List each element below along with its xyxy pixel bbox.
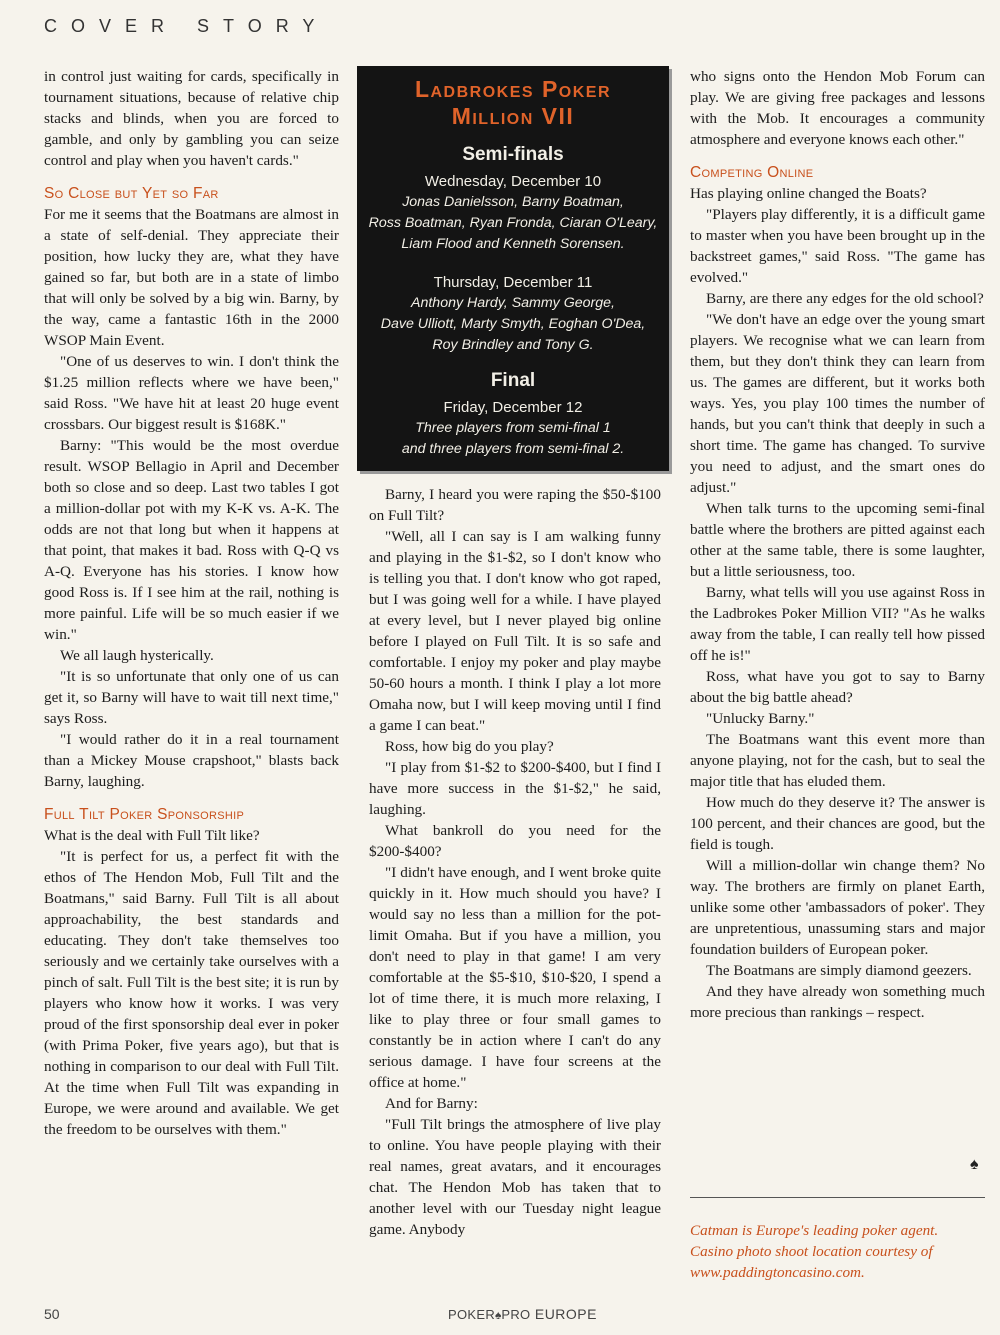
player-line: Dave Ulliott, Marty Smyth, Eoghan O'Dea, <box>380 316 646 332</box>
paragraph: Ross, how big do you play? <box>385 738 554 755</box>
player-line: Jonas Danielsson, Barny Boatman, <box>402 194 624 210</box>
paragraph: We all laugh hysterically. <box>60 647 214 664</box>
sidebar-title-line: Ladbrokes Poker <box>414 76 612 102</box>
final-players <box>357 418 669 460</box>
player-line: Three players from semi-final 1 <box>415 420 611 436</box>
semi2-date: Thursday, December 11 <box>433 274 593 291</box>
tournament-sidebar-box <box>357 66 669 471</box>
footer-logo-part: POKER <box>448 1307 496 1322</box>
sidebar-title-line: Million VII <box>451 103 575 129</box>
paragraph: "One of us deserves to win. I don't think the $1.25 million reflects where we have been," said Ross. "We have hit at least 20 huge event crossbars. Our biggest result is $168K." <box>44 353 339 433</box>
paragraph: What is the deal with Full Tilt like? <box>44 827 260 844</box>
paragraph: Barny, what tells will you use against Ross in the Ladbrokes Poker Million VII? "As he walks away from the table, I can really tell how pissed off he is!" <box>690 584 985 664</box>
paragraph: How much do they deserve it? The answer is 100 percent, and their chances are good, but the field is tough. <box>690 794 985 853</box>
divider <box>690 1197 985 1198</box>
article-column-1 <box>44 66 339 1140</box>
paragraph: "I didn't have enough, and I went broke quite quickly in it. How much should you have? I would say no less than a million for the pot-limit Omaha. But if you have a million, you don't need to play in that game! I am very comfortable at the $5-$10, $10-$20, I spend a lot of time there, it is much more relaxing, I like to play three or four small games to constantly be in action where I can't do any serious damage. I have four screens at the office at home." <box>369 864 661 1091</box>
paragraph: When talk turns to the upcoming semi-final battle where the brothers are pitted against each other at the same table, there is some laughter, but a little seriousness, too. <box>690 500 985 580</box>
paragraph: And for Barny: <box>385 1095 478 1112</box>
subheading: So Close but Yet so Far <box>44 185 219 202</box>
paragraph: "It is perfect for us, a perfect fit with the ethos of The Hendon Mob, Full Tilt and the Boatmans," said Barny. Full Tilt is all about approachability, the best standards and educating. They don't take themselves too seriously and we certainly take ourselves with a pinch of salt. Full Tilt is the best site; it is run by players who know how it works. I was very proud of the first sponsorship deal ever in poker (with Prima Poker, five years ago), but that is nothing in comparison to our deal with Full Tilt. At the time when Full Tilt was expanding in Europe, we were around and available. We get the freedom to be ourselves with them." <box>44 848 339 1138</box>
subheading: Competing Online <box>690 164 814 181</box>
paragraph: "We don't have an edge over the young smart players. We recognise what we can learn from them, but they don't think they can learn from us. The games are different, but it works both ways. Yes, you play 100 times the number of hands, but you can't think that deeply in such a short time. The game has changed. To survive you need to adjust, and the smart ones do adjust." <box>690 311 985 496</box>
spade-end-icon: ♠ <box>970 1156 979 1173</box>
paragraph: And they have already won something much more precious than rankings – respect. <box>690 983 985 1021</box>
semi1-players <box>357 192 669 255</box>
final-date: Friday, December 12 <box>443 399 583 416</box>
semi-finals-heading: Semi-finals <box>462 144 564 165</box>
sidebar-title <box>357 76 669 130</box>
spade-icon: ♠ <box>495 1308 502 1322</box>
paragraph: Barny, I heard you were raping the $50-$100 on Full Tilt? <box>369 486 661 524</box>
page-number: 50 <box>44 1306 60 1322</box>
author-credit: Catman is Europe's leading poker agent. Casino photo shoot location courtesy of www.paddingtoncasino.com. <box>690 1222 939 1281</box>
paragraph: who signs onto the Hendon Mob Forum can play. We are giving free packages and lessons with the Mob. It encourages a community atmosphere and everyone knows each other." <box>690 68 985 148</box>
paragraph: Has playing online changed the Boats? <box>690 185 927 202</box>
paragraph: "I would rather do it in a real tournament than a Mickey Mouse crapshoot," blasts back Barny, laughing. <box>44 731 339 790</box>
player-line: Liam Flood and Kenneth Sorensen. <box>401 236 625 252</box>
player-line: Roy Brindley and Tony G. <box>432 337 594 353</box>
paragraph: "Players play differently, it is a difficult game to master when you have been brought up in the backstreet games," said Ross. "The game has evolved." <box>690 206 985 286</box>
semi2-players <box>357 293 669 356</box>
footer-logo-part: EUROPE <box>530 1306 597 1322</box>
paragraph: Barny, are there any edges for the old school? <box>706 290 984 307</box>
paragraph: "Unlucky Barny." <box>706 710 815 727</box>
paragraph: "It is so unfortunate that only one of us can get it, so Barny will have to wait till next time," says Ross. <box>44 668 339 727</box>
paragraph: in control just waiting for cards, specifically in tournament situations, because of relative chip stacks and blinds, when you are forced to gamble, and only by gambling you can seize control and play when you haven't cards." <box>44 68 339 169</box>
paragraph: The Boatmans want this event more than anyone playing, not for the cash, but to seal the major title that has eluded them. <box>690 731 985 790</box>
paragraph: What bankroll do you need for the $200-$400? <box>369 822 661 860</box>
article-column-2 <box>369 484 661 1240</box>
paragraph: For me it seems that the Boatmans are almost in a state of self-denial. They appreciate their position, how lucky they are, what they have gained so far, but both are in a state of limbo that will only be solved by a big win. Barny, by the way, came a fantastic 16th in the 2000 WSOP Main Event. <box>44 206 339 349</box>
subheading: Full Tilt Poker Sponsorship <box>44 806 245 823</box>
paragraph: Will a million-dollar win change them? No way. The brothers are firmly on planet Earth, unlike some other 'ambassadors of poker'. They are unpretentious, unassuming stars and major foundation builders of European poker. <box>690 857 985 958</box>
paragraph: "I play from $1-$2 to $200-$400, but I find I have more success in the $1-$2," he said, laughing. <box>369 759 661 818</box>
paragraph: Barny: "This would be the most overdue result. WSOP Bellagio in April and December both so close and so deep. Last two tables I got a million-dollar pot with my K-K vs. A-K. The odds are not that long but when it happens at that point, that makes it bad. Ross with Q-Q vs A-Q. Everyone has his stories. I know how good Ross is. If I see him at the rail, nothing is more painful. Life will be so much easier if we win." <box>44 437 339 643</box>
semi1-date: Wednesday, December 10 <box>424 173 602 190</box>
paragraph: "Well, all I can say is I am walking funny and playing in the $1-$2, so I don't know who is telling you that. I don't know who got raped, but I was going well for a while. I have played at every level, but I never played big online before I played on Full Tilt. It is so safe and comfortable. I enjoy my poker and play maybe 50-60 hours a month. I think I play a lot more Omaha now, but I will keep moving until I find a game I can beat." <box>369 528 661 734</box>
player-line: Anthony Hardy, Sammy George, <box>411 295 615 311</box>
footer-logo-part: PRO <box>501 1307 531 1322</box>
player-line: and three players from semi-final 2. <box>401 441 625 457</box>
player-line: Ross Boatman, Ryan Fronda, Ciaran O'Leary, <box>368 215 658 231</box>
paragraph: Ross, what have you got to say to Barny about the big battle ahead? <box>690 668 985 706</box>
final-heading: Final <box>490 370 536 391</box>
article-column-3 <box>690 66 985 1023</box>
section-header: COVER STORY <box>44 16 329 36</box>
paragraph: "Full Tilt brings the atmosphere of live play to online. You have people playing with their real names, great avatars, and it encourages chat. The Hendon Mob has taken that to another level with our Tuesday night league game. Anybody <box>369 1116 661 1238</box>
magazine-footer-logo <box>448 1306 597 1322</box>
paragraph: The Boatmans are simply diamond geezers. <box>706 962 972 979</box>
